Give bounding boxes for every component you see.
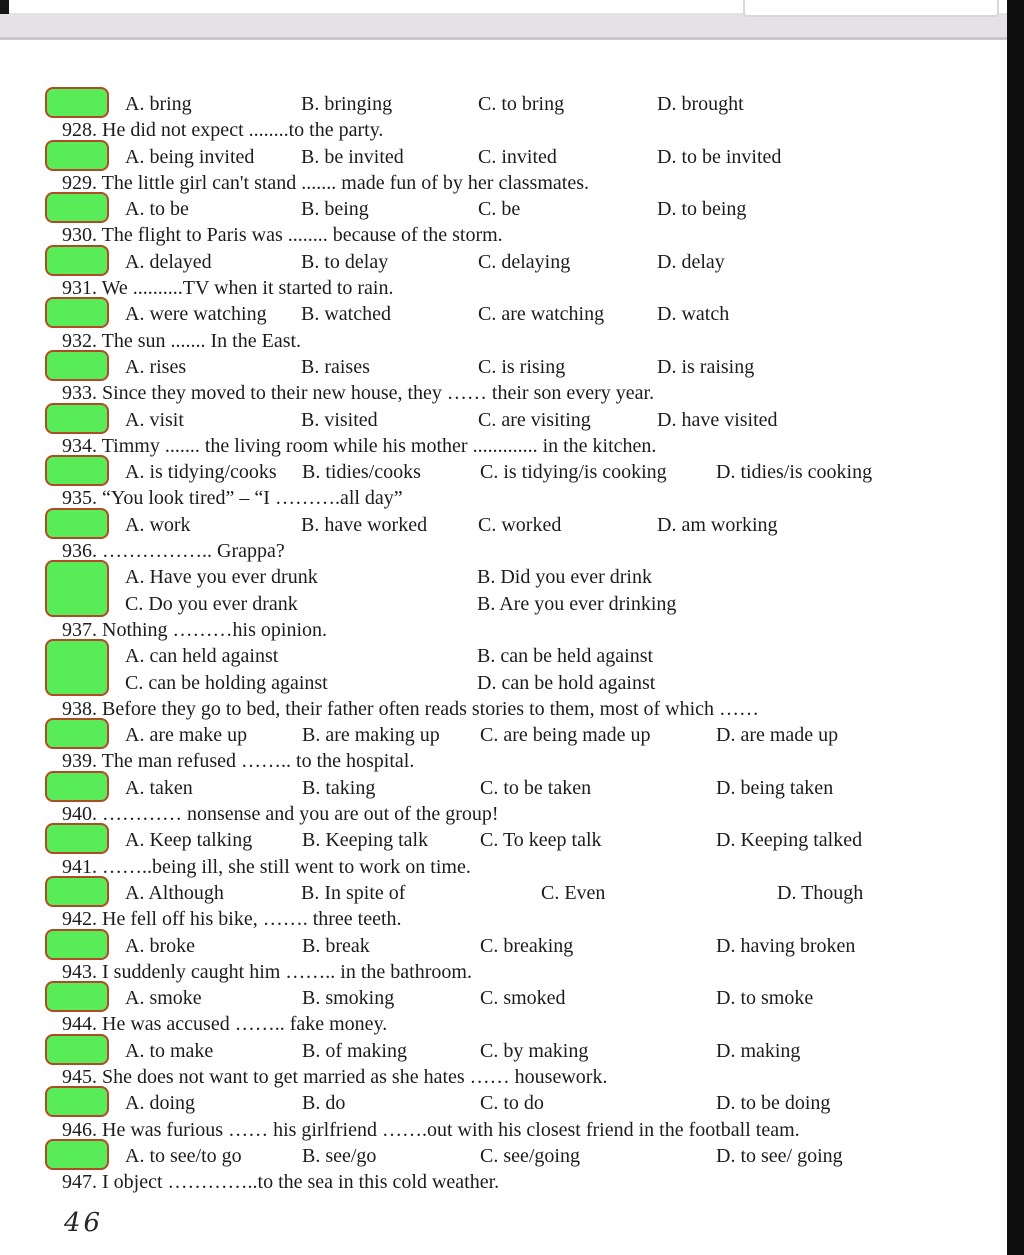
options-row-937	[62, 643, 982, 696]
options-line	[62, 354, 982, 380]
options-row-946	[62, 1143, 982, 1169]
options-line	[62, 1038, 982, 1064]
option-b-929: B. being	[301, 198, 369, 221]
question-block-944	[62, 1011, 982, 1064]
question-text-933: 933. Since they moved to their new house, they …… their son every year.	[62, 382, 655, 405]
options-line	[62, 775, 982, 801]
option-b-942: B. break	[302, 934, 370, 957]
option-d-929: D. to being	[657, 198, 747, 221]
question-text-932: 932. The sun ....... In the East.	[62, 329, 302, 352]
option-c-939: C. to be taken	[480, 776, 592, 799]
options-line	[62, 196, 982, 222]
option-b-940: B. Keeping talk	[302, 829, 429, 852]
option-b-933: B. visited	[301, 408, 378, 431]
option-b-927: B. bringing	[301, 93, 393, 115]
right-edge-strip	[1007, 0, 1024, 1255]
option-c-934: C. is tidying/is cooking	[480, 461, 667, 484]
option-c-942: C. breaking	[480, 934, 574, 957]
question-block-945	[62, 1064, 982, 1117]
option-a-944: A. to make	[125, 1039, 214, 1062]
question-text-935: 935. “You look tired” – “I ……….all day”	[62, 487, 403, 510]
option-b-928: B. be invited	[301, 145, 404, 168]
options-row-936	[62, 564, 982, 617]
option-c-935: C. worked	[478, 513, 562, 536]
option-d-928: D. to be invited	[657, 145, 782, 168]
option-c-929: C. be	[478, 198, 521, 221]
options-row-941	[62, 880, 982, 906]
option-d-933: D. have visited	[657, 408, 778, 431]
question-text-931: 931. We ..........TV when it started to rain.	[62, 277, 394, 300]
question-block-935	[62, 485, 982, 538]
option-b-931: B. watched	[301, 303, 391, 326]
options-line	[62, 564, 982, 590]
question-block-947	[62, 1169, 982, 1195]
options-line	[62, 985, 982, 1011]
question-block-933	[62, 380, 982, 433]
question-block-939	[62, 748, 982, 801]
option-a-939: A. taken	[125, 776, 193, 799]
question-block-934	[62, 433, 982, 486]
options-row-929	[62, 196, 982, 222]
question-block-927	[62, 91, 982, 117]
option-d-931: D. watch	[657, 303, 730, 326]
question-list	[62, 91, 982, 1195]
options-line	[62, 1143, 982, 1169]
option-c-927: C. to bring	[478, 93, 565, 115]
option-a-928: A. being invited	[125, 145, 255, 168]
option-b-944: B. of making	[302, 1039, 407, 1062]
option-b-937: B. can be held against	[477, 645, 654, 668]
option-c-941: C. Even	[541, 881, 606, 904]
option-b-939: B. taking	[302, 776, 376, 799]
option-a-934: A. is tidying/cooks	[125, 461, 277, 484]
options-line	[62, 407, 982, 433]
worksheet-page	[62, 91, 982, 1195]
option-c-945: C. to do	[480, 1092, 544, 1115]
options-line	[62, 301, 982, 327]
question-text-939: 939. The man refused …….. to the hospital.	[62, 750, 415, 773]
options-row-942	[62, 933, 982, 959]
options-row-943	[62, 985, 982, 1011]
option-a-930: A. delayed	[125, 250, 212, 273]
options-line	[62, 643, 982, 669]
question-block-942	[62, 906, 982, 959]
question-block-937	[62, 617, 982, 696]
question-text-936: 936. …………….. Grappa?	[62, 540, 285, 563]
options-row-930	[62, 249, 982, 275]
option-c-932: C. is rising	[478, 355, 566, 378]
option-c-936: C. Do you ever drank	[125, 592, 298, 615]
option-a-935: A. work	[125, 513, 191, 536]
options-row-931	[62, 301, 982, 327]
options-row-940	[62, 827, 982, 853]
question-text-938: 938. Before they go to bed, their father often reads stories to them, most of which ……	[62, 697, 760, 720]
question-text-944: 944. He was accused …….. fake money.	[62, 1013, 388, 1036]
question-text-942: 942. He fell off his bike, ……. three teeth.	[62, 908, 402, 931]
question-block-936	[62, 538, 982, 617]
question-text-940: 940. ………… nonsense and you are out of the group!	[62, 803, 499, 826]
question-block-929	[62, 170, 982, 223]
options-row-934	[62, 459, 982, 485]
option-b-941: B. In spite of	[301, 881, 406, 904]
option-d-939: D. being taken	[716, 776, 834, 799]
question-text-929: 929. The little girl can't stand ....... made fun of by her classmates.	[62, 171, 589, 194]
option-a-933: A. visit	[125, 408, 184, 431]
option-d-946: D. to see/ going	[716, 1144, 843, 1167]
option-d-938: D. are made up	[716, 724, 839, 747]
option-a-932: A. rises	[125, 355, 187, 378]
option-d-942: D. having broken	[716, 934, 856, 957]
option-a-942: A. broke	[125, 934, 195, 957]
option-c-928: C. invited	[478, 145, 557, 168]
options-row-933	[62, 407, 982, 433]
page-number: 46	[64, 1208, 104, 1238]
option-c-944: C. by making	[480, 1039, 589, 1062]
question-block-932	[62, 328, 982, 381]
question-block-930	[62, 222, 982, 275]
question-block-943	[62, 959, 982, 1012]
question-text-937: 937. Nothing ………his opinion.	[62, 618, 328, 641]
options-line	[62, 512, 982, 538]
option-d-932: D. is raising	[657, 355, 755, 378]
option-d-935: D. am working	[657, 513, 778, 536]
option-a-941: A. Although	[125, 881, 224, 904]
question-block-946	[62, 1117, 982, 1170]
option-d-930: D. delay	[657, 250, 725, 273]
options-line	[62, 880, 982, 906]
option-c-933: C. are visiting	[478, 408, 591, 431]
option-b-930: B. to delay	[301, 250, 389, 273]
option-d-943: D. to smoke	[716, 987, 814, 1010]
options-row-935	[62, 512, 982, 538]
option-c-940: C. To keep talk	[480, 829, 602, 852]
question-block-931	[62, 275, 982, 328]
option-c-938: C. are being made up	[480, 724, 651, 747]
option-d-937: D. can be hold against	[477, 671, 656, 694]
options-line	[62, 827, 982, 853]
question-block-928	[62, 117, 982, 170]
option-b-943: B. smoking	[302, 987, 395, 1010]
question-text-946: 946. He was furious …… his girlfriend …….out with his closest friend in the football team.	[62, 1118, 800, 1141]
option-a-946: A. to see/to go	[125, 1144, 242, 1167]
option-c-943: C. smoked	[480, 987, 566, 1010]
option-c-946: C. see/going	[480, 1144, 580, 1167]
question-block-941	[62, 854, 982, 907]
options-row-945	[62, 1090, 982, 1116]
option-c-930: C. delaying	[478, 250, 571, 273]
option-a-931: A. were watching	[125, 303, 267, 326]
options-row-939	[62, 775, 982, 801]
options-line	[62, 144, 982, 170]
question-block-940	[62, 801, 982, 854]
option-a-945: A. doing	[125, 1092, 195, 1115]
option-b-935: B. have worked	[301, 513, 428, 536]
question-text-945: 945. She does not want to get married as she hates …… housework.	[62, 1065, 608, 1088]
option-d-940: D. Keeping talked	[716, 829, 863, 852]
options-row-928	[62, 144, 982, 170]
options-line	[62, 591, 982, 617]
top-toolbar-field[interactable]	[743, 0, 999, 17]
options-line	[62, 1090, 982, 1116]
options-line	[62, 459, 982, 485]
option-a-943: A. smoke	[125, 987, 202, 1010]
option-d-934: D. tidies/is cooking	[716, 461, 873, 484]
top-left-corner-strip	[0, 0, 9, 14]
header-separator-band	[0, 13, 1007, 40]
option-d-927: D. brought	[657, 93, 744, 115]
question-text-934: 934. Timmy ....... the living room while his mother ............. in the kitchen.	[62, 434, 657, 457]
option-a-936: A. Have you ever drunk	[125, 566, 318, 589]
option-d-944: D. making	[716, 1039, 801, 1062]
option-d-945: D. to be doing	[716, 1092, 831, 1115]
option-a-940: A. Keep talking	[125, 829, 253, 852]
option-a-927: A. bring	[125, 93, 192, 115]
option-b-934: B. tidies/cooks	[302, 461, 421, 484]
question-text-943: 943. I suddenly caught him …….. in the bathroom.	[62, 960, 472, 983]
option-b-938: B. are making up	[302, 724, 440, 747]
options-line	[62, 670, 982, 696]
option-a-937: A. can held against	[125, 645, 279, 668]
options-line	[62, 249, 982, 275]
question-text-930: 930. The flight to Paris was ........ because of the storm.	[62, 224, 503, 247]
option-b-932: B. raises	[301, 355, 370, 378]
options-line	[62, 91, 982, 117]
option-a-929: A. to be	[125, 198, 189, 221]
option-b-936: B. Did you ever drink	[477, 566, 652, 589]
options-line	[62, 722, 982, 748]
options-row-938	[62, 722, 982, 748]
options-row-927	[62, 91, 982, 117]
option-b-945: B. do	[302, 1092, 346, 1115]
option-a-938: A. are make up	[125, 724, 248, 747]
option-c-937: C. can be holding against	[125, 671, 328, 694]
options-line	[62, 933, 982, 959]
options-row-932	[62, 354, 982, 380]
option-b-946: B. see/go	[302, 1144, 377, 1167]
question-text-928: 928. He did not expect ........to the party.	[62, 119, 384, 142]
question-text-947: 947. I object …………..to the sea in this cold weather.	[62, 1171, 500, 1194]
option-d-936: B. Are you ever drinking	[477, 592, 677, 615]
option-d-941: D. Though	[777, 881, 864, 904]
question-block-938	[62, 696, 982, 749]
option-c-931: C. are watching	[478, 303, 605, 326]
options-row-944	[62, 1038, 982, 1064]
question-text-941: 941. ……..being ill, she still went to work on time.	[62, 855, 471, 878]
